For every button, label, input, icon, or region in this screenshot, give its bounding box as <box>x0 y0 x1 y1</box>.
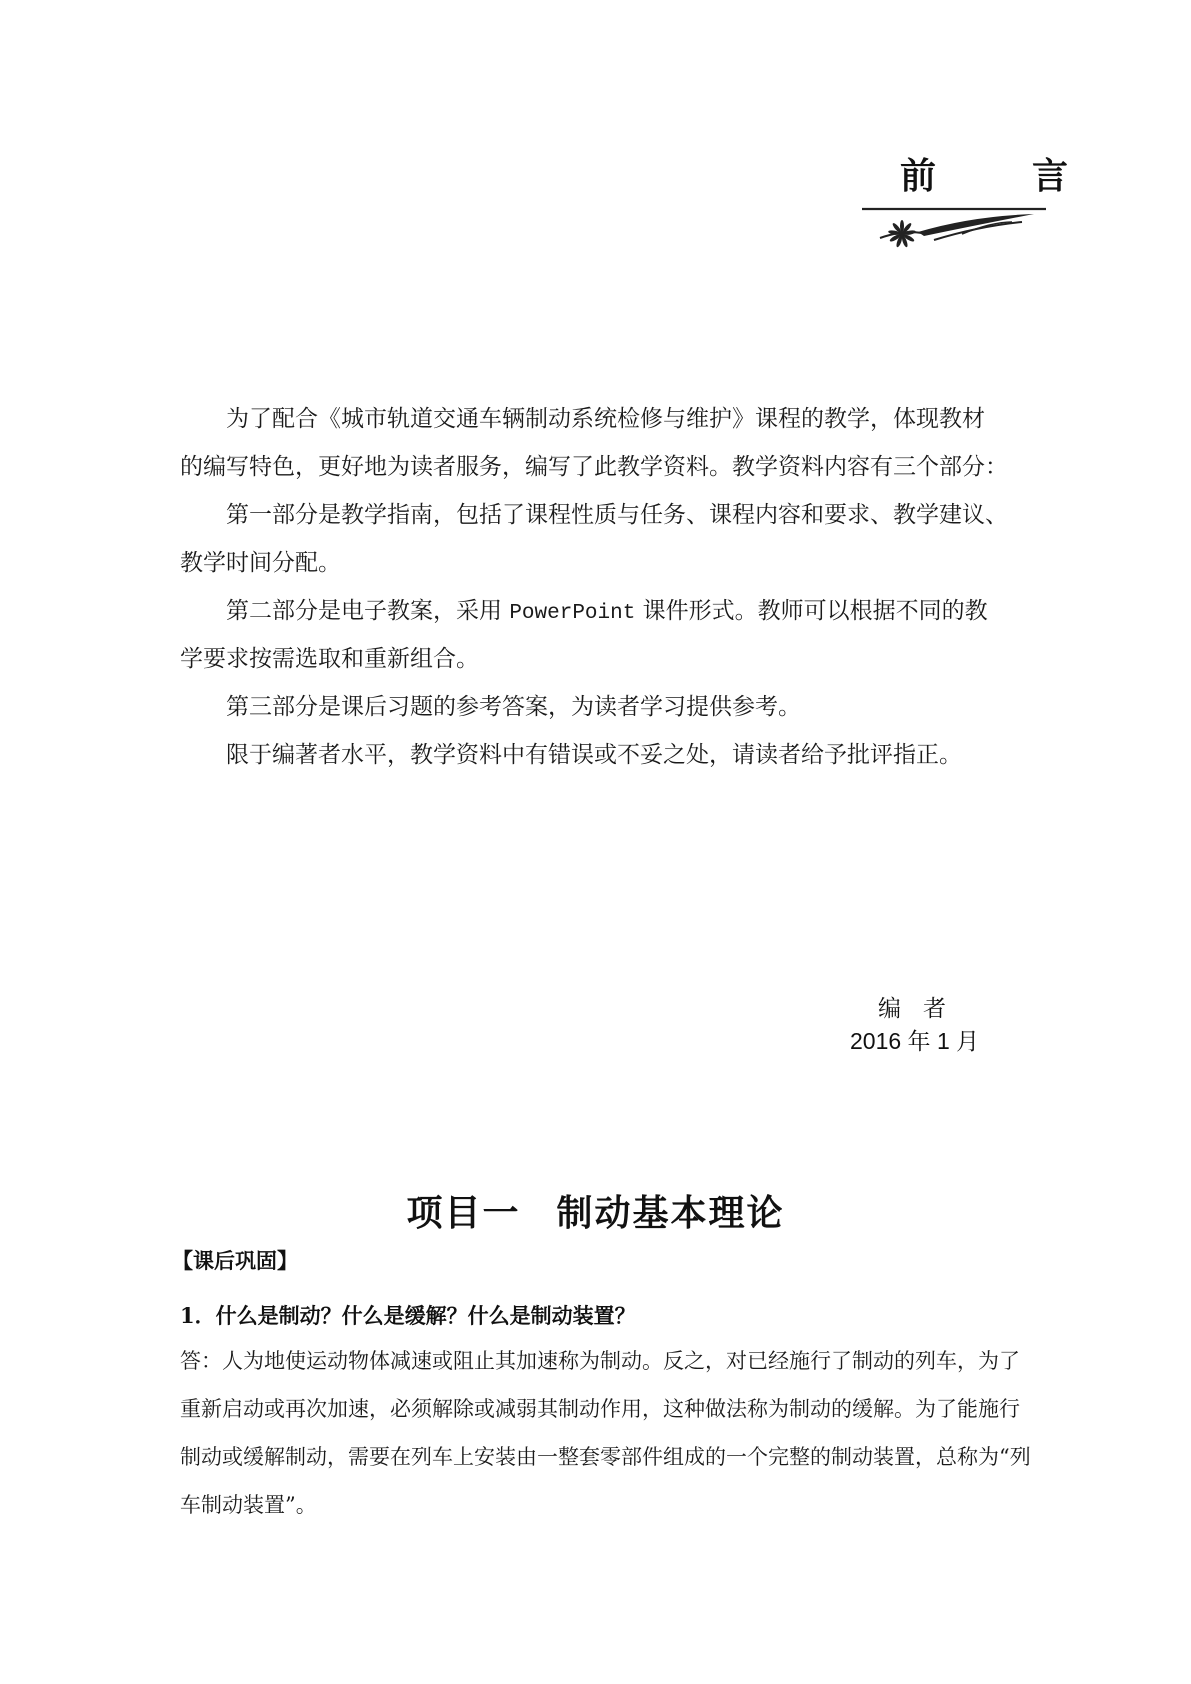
chapter-title: 项目一 制动基本理论 <box>406 1193 785 1234</box>
signature-date: 2016 年 1 月 <box>850 1028 980 1054</box>
answer-text <box>180 1337 1031 1529</box>
answer-line: 答：人为地使运动物体减速或阻止其加速称为制动。反之，对已经施行了制动的列车，为了 <box>180 1349 1020 1373</box>
intro-paragraph-5: 限于编著者水平，教学资料中有错误或不妥之处，请读者给予批评指正。 <box>226 742 962 768</box>
decorative-flourish-icon <box>862 200 1046 250</box>
answer-line: 重新启动或再次加速，必须解除或减弱其制动作用，这种做法称为制动的缓解。为了能施行 <box>180 1397 1020 1421</box>
answer-line: 制动或缓解制动，需要在列车上安装由一整套零部件组成的一个完整的制动装置，总称为“列 <box>180 1445 1031 1469</box>
intro-paragraph-4: 第三部分是课后习题的参考答案，为读者学习提供参考。 <box>226 694 801 720</box>
software-name: PowerPoint <box>509 602 636 625</box>
question-heading: 1．什么是制动？什么是缓解？什么是制动装置？ <box>180 1303 636 1328</box>
author-signature: 编者 <box>878 996 968 1022</box>
intro-paragraph-1-line-2: 的编写特色，更好地为读者服务，编写了此教学资料。教学资料内容有三个部分： <box>180 454 1008 480</box>
intro-paragraph-3-line-2: 学要求按需选取和重新组合。 <box>180 646 479 672</box>
intro-paragraph-3-line-1: 第二部分是电子教案，采用 PowerPoint 课件形式。教师可以根据不同的教 <box>226 598 988 625</box>
intro-paragraph-2-line-1: 第一部分是教学指南，包括了课程性质与任务、课程内容和要求、教学建议、 <box>226 502 1008 528</box>
preface-title: 前 言 <box>900 155 1099 197</box>
intro-paragraph-2-line-2: 教学时间分配。 <box>180 550 341 576</box>
section-label: 【课后巩固】 <box>172 1248 298 1273</box>
answer-line: 车制动装置”。 <box>180 1493 317 1517</box>
intro-paragraph-1-line-1: 为了配合《城市轨道交通车辆制动系统检修与维护》课程的教学，体现教材 <box>226 406 985 432</box>
